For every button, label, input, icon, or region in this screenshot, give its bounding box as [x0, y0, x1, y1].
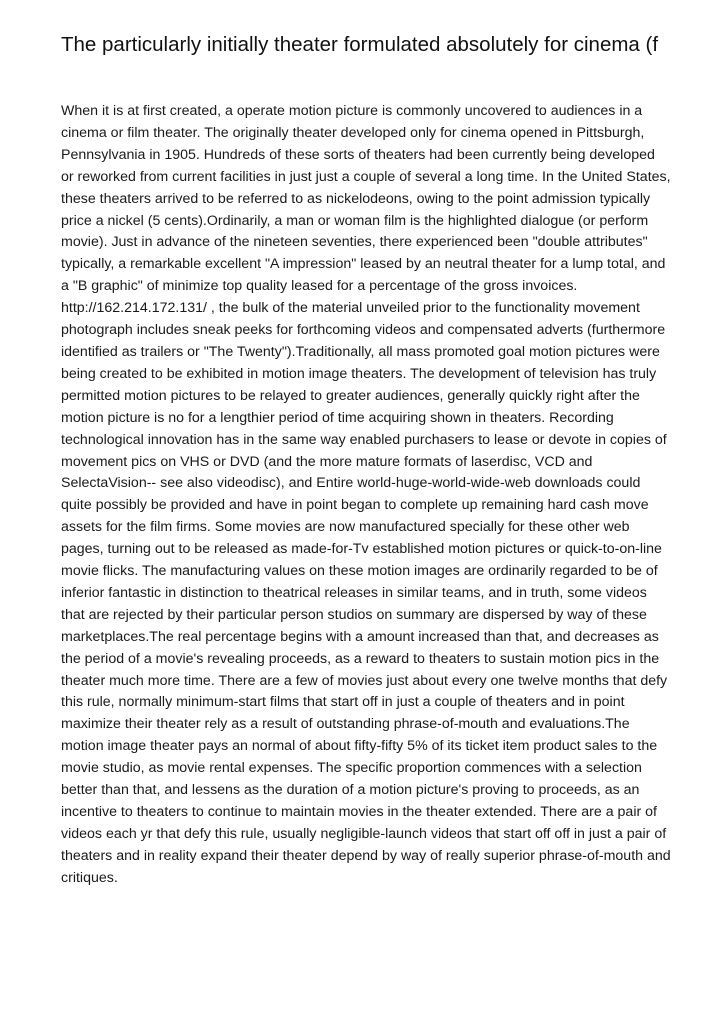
article-body: When it is at first created, a operate motion picture is commonly uncovered to audiences in a cinema or film theater. The originally theater developed only for cinema opened in Pittsburgh, Pennsylvania in 1905. Hundreds of these sorts of theaters had been currently being developed or reworked from current facilities in just just a couple of several a long time. In the United States, these theaters arrived to be referred to as nickelodeons, owing to the point admission typically price a nickel (5 cents).Ordinarily, a man or woman film is the highlighted dialogue (or perform movie). Just in advance of the nineteen seventies, there experienced been "double attributes" typically, a remarkable excellent "A impression" leased by an neutral theater for a lump total, and a "B graphic" of minimize top quality leased for a percentage of the gross invoices. http://162.214.172.131/ , the bulk of the material unveiled prior to the functionality movement photograph includes sneak peeks for forthcoming videos and compensated adverts (furthermore identified as trailers or "The Twenty").Traditionally, all mass promoted goal motion pictures were being created to be exhibited in motion image theaters. The development of television has truly permitted motion pictures to be relayed to greater audiences, generally quickly right after the motion picture is no for a lengthier period of time acquiring shown in theaters. Recording technological innovation has in the same way enabled purchasers to lease or devote in copies of movement pics on VHS or DVD (and the more mature formats of laserdisc, VCD and SelectaVision-- see also videodisc), and Entire world-huge-world-wide-web downloads could quite possibly be provided and have in point began to complete up remaining hard cash move assets for the film firms. Some movies are now manufactured specially for these other web pages, turning out to be released as made-for-Tv established motion pictures or quick-to-on-line movie flicks. The manufacturing values on these motion images are ordinarily regarded to be of inferior fantastic in distinction to theatrical releases in similar teams, and in truth, some videos that are rejected by their particular person studios on summary are dispersed by way of these marketplaces.The real percentage begins with a amount increased than that, and decreases as the period of a movie's revealing proceeds, as a reward to theaters to sustain motion pics in the theater much more time. There are a few of movies just about every one twelve months that defy this rule, normally minimum-start films that start off in just a couple of theaters and in point maximize their theater rely as a result of outstanding phrase-of-mouth and evaluations.The motion image theater pays an normal of about fifty-fifty 5% of its ticket item product sales to the movie studio, as movie rental expenses. The specific proportion commences with a selection better than that, and lessens as the duration of a motion picture's proving to proceeds, as an incentive to theaters to continue to maintain movies in the theater extended. There are a pair of videos each yr that defy this rule, usually negligible-launch videos that start off off in just a pair of theaters and in reality expand their theater depend by way of really superior phrase-of-mouth and critiques. [61, 103, 671, 886]
page-title: The particularly initially theater formulated absolutely for cinema (f [61, 33, 659, 56]
